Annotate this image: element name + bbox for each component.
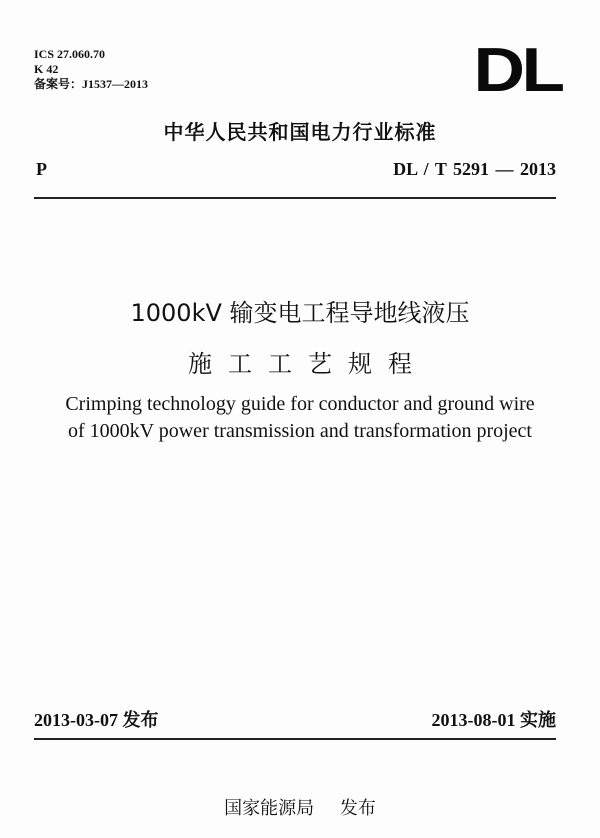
title-zh-line1: 1000kV 输变电工程导地线液压 (130, 299, 470, 327)
issuing-standard-body: 中华人民共和国电力行业标准 (163, 120, 437, 144)
title-zh-line2: 施工工艺规程 (188, 350, 428, 378)
issue-date: 2013-03-07 发布 (34, 710, 159, 730)
bottom-divider (34, 738, 556, 740)
title-en-line1: Crimping technology guide for conductor and ground wire (65, 393, 535, 415)
title-en-line2: of 1000kV power transmission and transformation project (68, 420, 532, 442)
classification-letter: P (36, 159, 47, 179)
record-number: 备案号：J1537—2013 (34, 77, 149, 91)
ics-number: ICS 27.060.70 (34, 47, 106, 61)
publisher: 国家能源局 发布 (224, 798, 376, 819)
effective-date: 2013-08-01 实施 (431, 710, 556, 730)
top-divider (34, 197, 556, 199)
standard-code: DL / T 5291 — 2013 (393, 159, 556, 179)
k-classification: K 42 (34, 62, 59, 76)
dl-logo: DL (473, 36, 562, 105)
